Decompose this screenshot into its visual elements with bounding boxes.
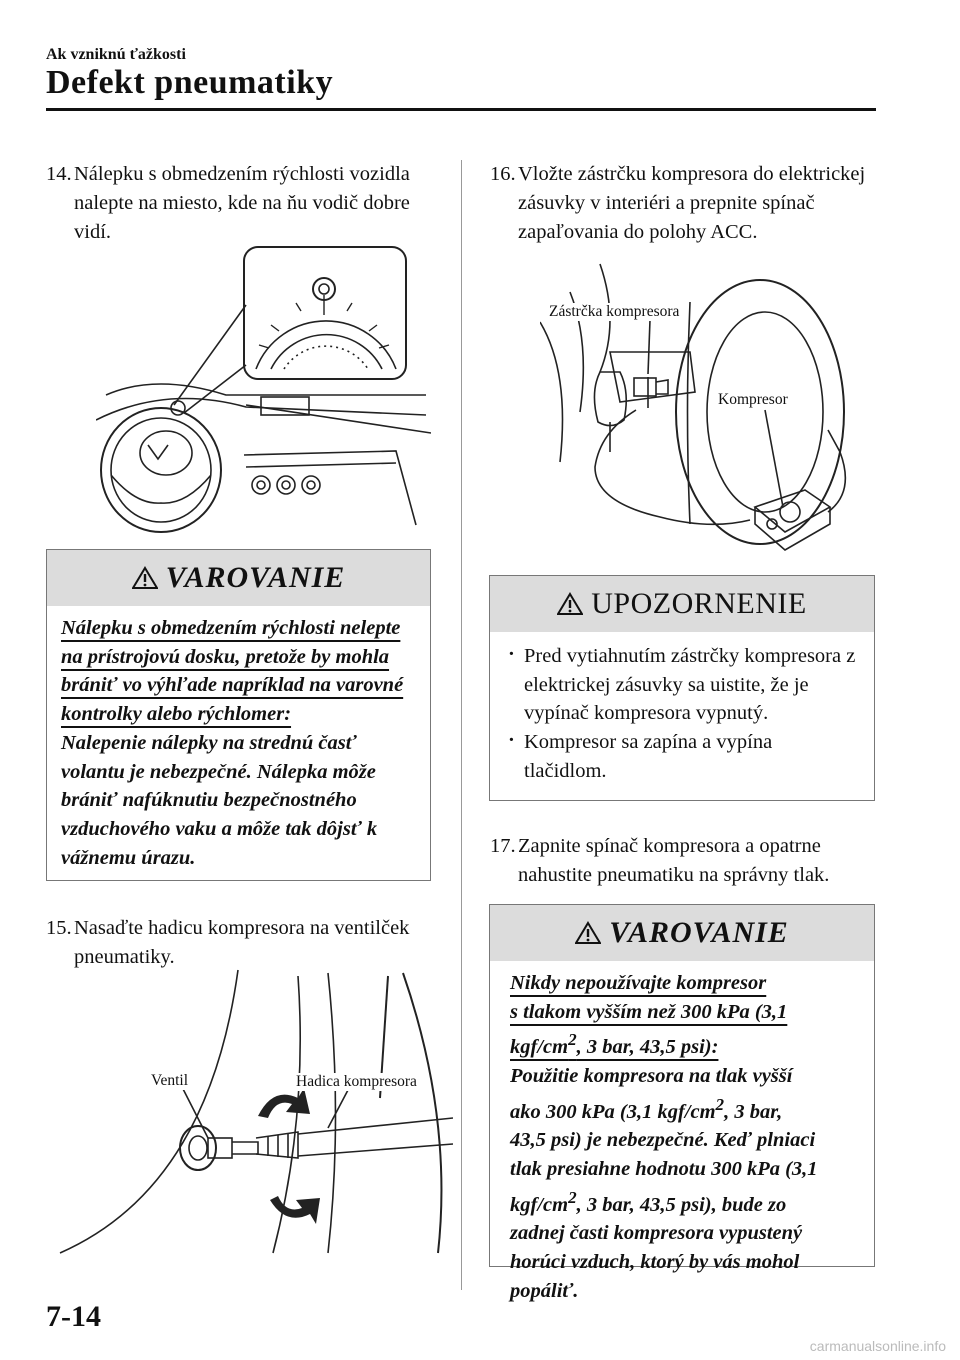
warning-box-1 [46, 549, 431, 881]
step-number: 14. [46, 163, 72, 185]
step-14 [46, 160, 416, 247]
warning-title: VAROVANIE [165, 561, 346, 594]
step-text: Nasaďte hadicu kompresora na ventilček pneumatiky. [74, 917, 410, 968]
warning-triangle-icon [575, 921, 601, 945]
caution-item: · Kompresor sa zapína a vypína tlačidlom. [506, 728, 856, 785]
warning-line: s tlakom vyšším než 300 kPa (3,1 [510, 1000, 788, 1023]
warning-line: ako 300 kPa (3,1 kgf/$cm^2$, 3 bar, [510, 1094, 783, 1123]
caution-header [490, 576, 874, 632]
warning-line: kgf/$cm^2$, 3 bar, 43,5 psi): [510, 1030, 719, 1059]
warning-body [490, 961, 874, 1315]
step-text: Vložte zástrčku kompresora do elektrickej zásuvky v interiéri a prepnite spínač zapaľovania do polohy ACC. [518, 163, 866, 243]
warning-line: 43,5 psi) je nebezpečné. Keď plniaci [510, 1129, 816, 1152]
warning-line: tlak presiahne hodnotu 300 kPa (3,1 [510, 1157, 818, 1180]
header-rule [46, 108, 876, 111]
valve-hose-illustration [58, 968, 453, 1263]
warning-line: kgf/$cm^2$, 3 bar, 43,5 psi), bude zo [510, 1187, 787, 1216]
warning-box-2 [489, 904, 875, 1302]
caution-body [490, 632, 874, 796]
page-number: 7-14 [46, 1300, 101, 1333]
warning-triangle-icon [557, 592, 583, 616]
warning-line: zadnej časti kompresora vypustený [510, 1222, 803, 1245]
step-15 [46, 914, 416, 972]
dashboard-illustration [96, 245, 431, 535]
column-divider [461, 160, 462, 1290]
warning-line: Použitie kompresora na tlak vyšší [510, 1064, 793, 1087]
warning-header [47, 550, 430, 606]
hose-label: Hadica kompresora [296, 1073, 417, 1090]
warning-body [47, 606, 430, 882]
valve-label: Ventil [151, 1072, 189, 1089]
step-number: 15. [46, 917, 72, 939]
warning-text: Nalepenie nálepky na strednú časť volantu je nebezpečné. Nálepka môže brániť nafúknutiu bezpečnostného vzduchového vaku a môže tak dôjsť k vážnemu úrazu. [61, 731, 378, 869]
warning-header [490, 905, 874, 961]
step-text: Nálepku s obmedzením rýchlosti vozidla nalepte na miesto, kde na ňu vodič dobre vidí. [74, 163, 410, 243]
warning-line: Nikdy nepoužívajte kompresor [510, 972, 767, 994]
warning-title: VAROVANIE [609, 916, 789, 949]
compressor-label: Kompresor [718, 391, 788, 408]
plug-label: Zástrčka kompresora [549, 303, 680, 320]
warning-line: popáliť. [510, 1279, 579, 1302]
warning-line: horúci vzduch, ktorý by vás mohol [510, 1250, 800, 1273]
step-16 [490, 160, 875, 247]
warning-triangle-icon [132, 566, 158, 590]
page-title: Defekt pneumatiky [46, 64, 334, 101]
caution-title: UPOZORNENIE [591, 587, 807, 620]
watermark: carmanualsonline.info [809, 1338, 946, 1354]
step-text: Zapnite spínač kompresora a opatrne nahustite pneumatiku na správny tlak. [518, 835, 830, 886]
caution-item: · Pred vytiahnutím zástrčky kompresora z elektrickej zásuvky sa uistite, že je vypínač kompresora vypnutý. [506, 642, 856, 728]
step-17 [490, 832, 875, 890]
warning-emphasis: Nálepku s obmedzením rýchlosti nelepte na prístrojovú dosku, pretože by mohla brániť vo výhľade napríklad na varovné kontrolky alebo rýchlomer: [61, 617, 404, 726]
section-label: Ak vzniknú ťažkosti [46, 46, 186, 63]
step-number: 17. [490, 835, 516, 857]
step-number: 16. [490, 163, 516, 185]
caution-box [489, 575, 875, 801]
